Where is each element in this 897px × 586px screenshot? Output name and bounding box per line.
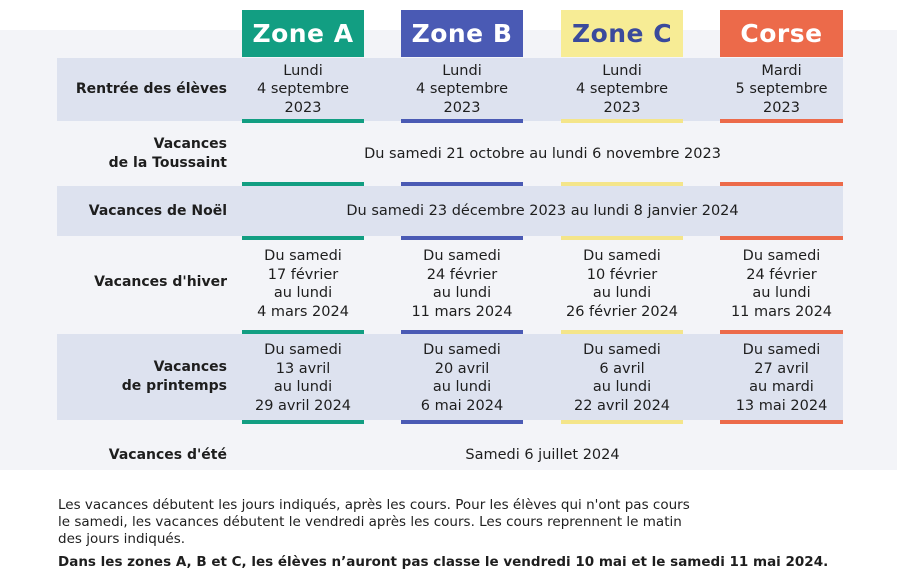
cell-line: Du samedi bbox=[742, 342, 821, 358]
underline-printemps-zone-c bbox=[561, 420, 683, 424]
cell-rentree-zone-a bbox=[242, 58, 364, 121]
cell-line: 4 septembre bbox=[415, 81, 508, 98]
cell-hiver-corse bbox=[720, 246, 843, 322]
cell-line: Lundi bbox=[283, 62, 323, 79]
cell-line: Lundi bbox=[442, 62, 482, 79]
cell-rentree-zone-c bbox=[561, 58, 683, 121]
cell-line: 22 avril 2024 bbox=[573, 397, 671, 414]
underline-rentree-zone-c bbox=[561, 119, 683, 123]
row-label-text: Vacances d'hiver bbox=[94, 273, 227, 290]
footnote-line: le samedi, les vacances débutent le vendredi après les cours. Les cours reprennent le matin bbox=[58, 514, 682, 530]
underline-rentree-zone-a bbox=[242, 119, 364, 123]
underline-rentree-corse bbox=[720, 119, 843, 123]
cell-line: 2023 bbox=[443, 99, 481, 116]
cell-line: au lundi bbox=[432, 285, 492, 301]
row-label-rentree bbox=[57, 58, 227, 121]
underline-printemps-zone-a bbox=[242, 420, 364, 424]
cell-line: 27 avril bbox=[754, 360, 809, 377]
row-label-text: Vacances bbox=[153, 359, 227, 375]
underline-printemps-zone-b bbox=[401, 420, 523, 424]
cell-printemps-zone-c bbox=[561, 340, 683, 416]
zone-b-header: Zone B bbox=[401, 10, 523, 57]
cell-line: 4 septembre bbox=[256, 81, 349, 98]
cell-line: 20 avril bbox=[434, 360, 490, 377]
cell-line: 2023 bbox=[284, 99, 322, 116]
footnote-bold: Dans les zones A, B et C, les élèves n’auront pas classe le vendredi 10 mai et le samedi 11 mai 2024. bbox=[58, 554, 829, 570]
row-label-ete bbox=[57, 434, 227, 476]
row-label-text: de printemps bbox=[121, 378, 227, 394]
cell-ete: Samedi 6 juillet 2024 bbox=[465, 447, 620, 463]
row-label-hiver bbox=[57, 242, 227, 322]
cell-rentree-zone-b bbox=[401, 58, 523, 121]
cell-line: 29 avril 2024 bbox=[254, 397, 352, 414]
cell-line: 11 mars 2024 bbox=[730, 303, 833, 320]
row-label-text: Vacances d'été bbox=[108, 446, 227, 463]
cell-line: 10 février bbox=[586, 266, 658, 283]
underline-hiver-zone-c bbox=[561, 330, 683, 334]
cell-printemps-zone-b bbox=[401, 340, 523, 416]
cell-printemps-zone-a bbox=[242, 340, 364, 416]
cell-noel: Du samedi 23 décembre 2023 au lundi 8 janvier 2024 bbox=[346, 203, 739, 219]
underline-rentree-zone-b bbox=[401, 119, 523, 123]
cell-line: 13 mai 2024 bbox=[735, 397, 828, 414]
cell-hiver-zone-c bbox=[561, 246, 683, 322]
cell-line: 26 février 2024 bbox=[565, 303, 679, 320]
cell-line: au lundi bbox=[273, 285, 333, 301]
row-label-text: Vacances bbox=[153, 136, 227, 152]
cell-line: Du samedi bbox=[423, 248, 501, 264]
zone-c-header: Zone C bbox=[561, 10, 683, 57]
cell-line: au lundi bbox=[592, 379, 652, 395]
cell-line: Du samedi bbox=[264, 342, 342, 358]
cell-line: 5 septembre bbox=[735, 81, 828, 98]
cell-line: 24 février bbox=[426, 266, 498, 283]
cell-line: Mardi bbox=[761, 62, 802, 79]
underline-noel-corse bbox=[720, 236, 843, 240]
cell-line: Lundi bbox=[602, 62, 642, 79]
cell-line: Du samedi bbox=[583, 342, 661, 358]
row-label-noel bbox=[57, 186, 227, 236]
underline-noel-zone-a bbox=[242, 236, 364, 240]
cell-line: au lundi bbox=[592, 285, 652, 301]
footnote-line: des jours indiqués. bbox=[58, 531, 186, 547]
corse-header: Corse bbox=[720, 10, 843, 57]
cell-line: 4 mars 2024 bbox=[257, 303, 349, 320]
underline-hiver-corse bbox=[720, 330, 843, 334]
footnote bbox=[58, 497, 878, 548]
row-label-text: Vacances de Noël bbox=[88, 202, 227, 219]
cell-line: 24 février bbox=[746, 266, 817, 283]
zone-a-header: Zone A bbox=[242, 10, 364, 57]
row-label-toussaint bbox=[57, 124, 227, 184]
cell-line: au lundi bbox=[752, 285, 811, 301]
cell-line: au lundi bbox=[432, 379, 492, 395]
cell-line: 17 février bbox=[267, 266, 339, 283]
underline-hiver-zone-a bbox=[242, 330, 364, 334]
cell-line: au mardi bbox=[749, 379, 814, 395]
row-label-printemps bbox=[57, 334, 227, 420]
cell-line: Du samedi bbox=[742, 248, 821, 264]
cell-line: au lundi bbox=[273, 379, 333, 395]
cell-printemps-corse bbox=[720, 340, 843, 416]
underline-hiver-zone-b bbox=[401, 330, 523, 334]
cell-line: 2023 bbox=[603, 99, 641, 116]
row-label-text: de la Toussaint bbox=[108, 155, 227, 171]
underline-printemps-corse bbox=[720, 420, 843, 424]
cell-line: Du samedi bbox=[423, 342, 501, 358]
underline-noel-zone-b bbox=[401, 236, 523, 240]
underline-noel-zone-c bbox=[561, 236, 683, 240]
footnote-line: Les vacances débutent les jours indiqués, après les cours. Pour les élèves qui n'ont pas cours bbox=[58, 497, 690, 513]
cell-line: 6 mai 2024 bbox=[420, 397, 504, 414]
cell-line: Du samedi bbox=[583, 248, 661, 264]
cell-line: 11 mars 2024 bbox=[411, 303, 513, 320]
cell-line: Du samedi bbox=[264, 248, 342, 264]
cell-line: 13 avril bbox=[275, 360, 331, 377]
cell-toussaint: Du samedi 21 octobre au lundi 6 novembre 2023 bbox=[364, 146, 721, 162]
cell-line: 4 septembre bbox=[575, 81, 668, 98]
cell-line: 2023 bbox=[763, 99, 800, 116]
cell-line: 6 avril bbox=[599, 360, 645, 377]
cell-hiver-zone-a bbox=[242, 246, 364, 322]
cell-rentree-corse bbox=[720, 58, 843, 121]
row-label-text: Rentrée des élèves bbox=[75, 81, 227, 97]
cell-hiver-zone-b bbox=[401, 246, 523, 322]
